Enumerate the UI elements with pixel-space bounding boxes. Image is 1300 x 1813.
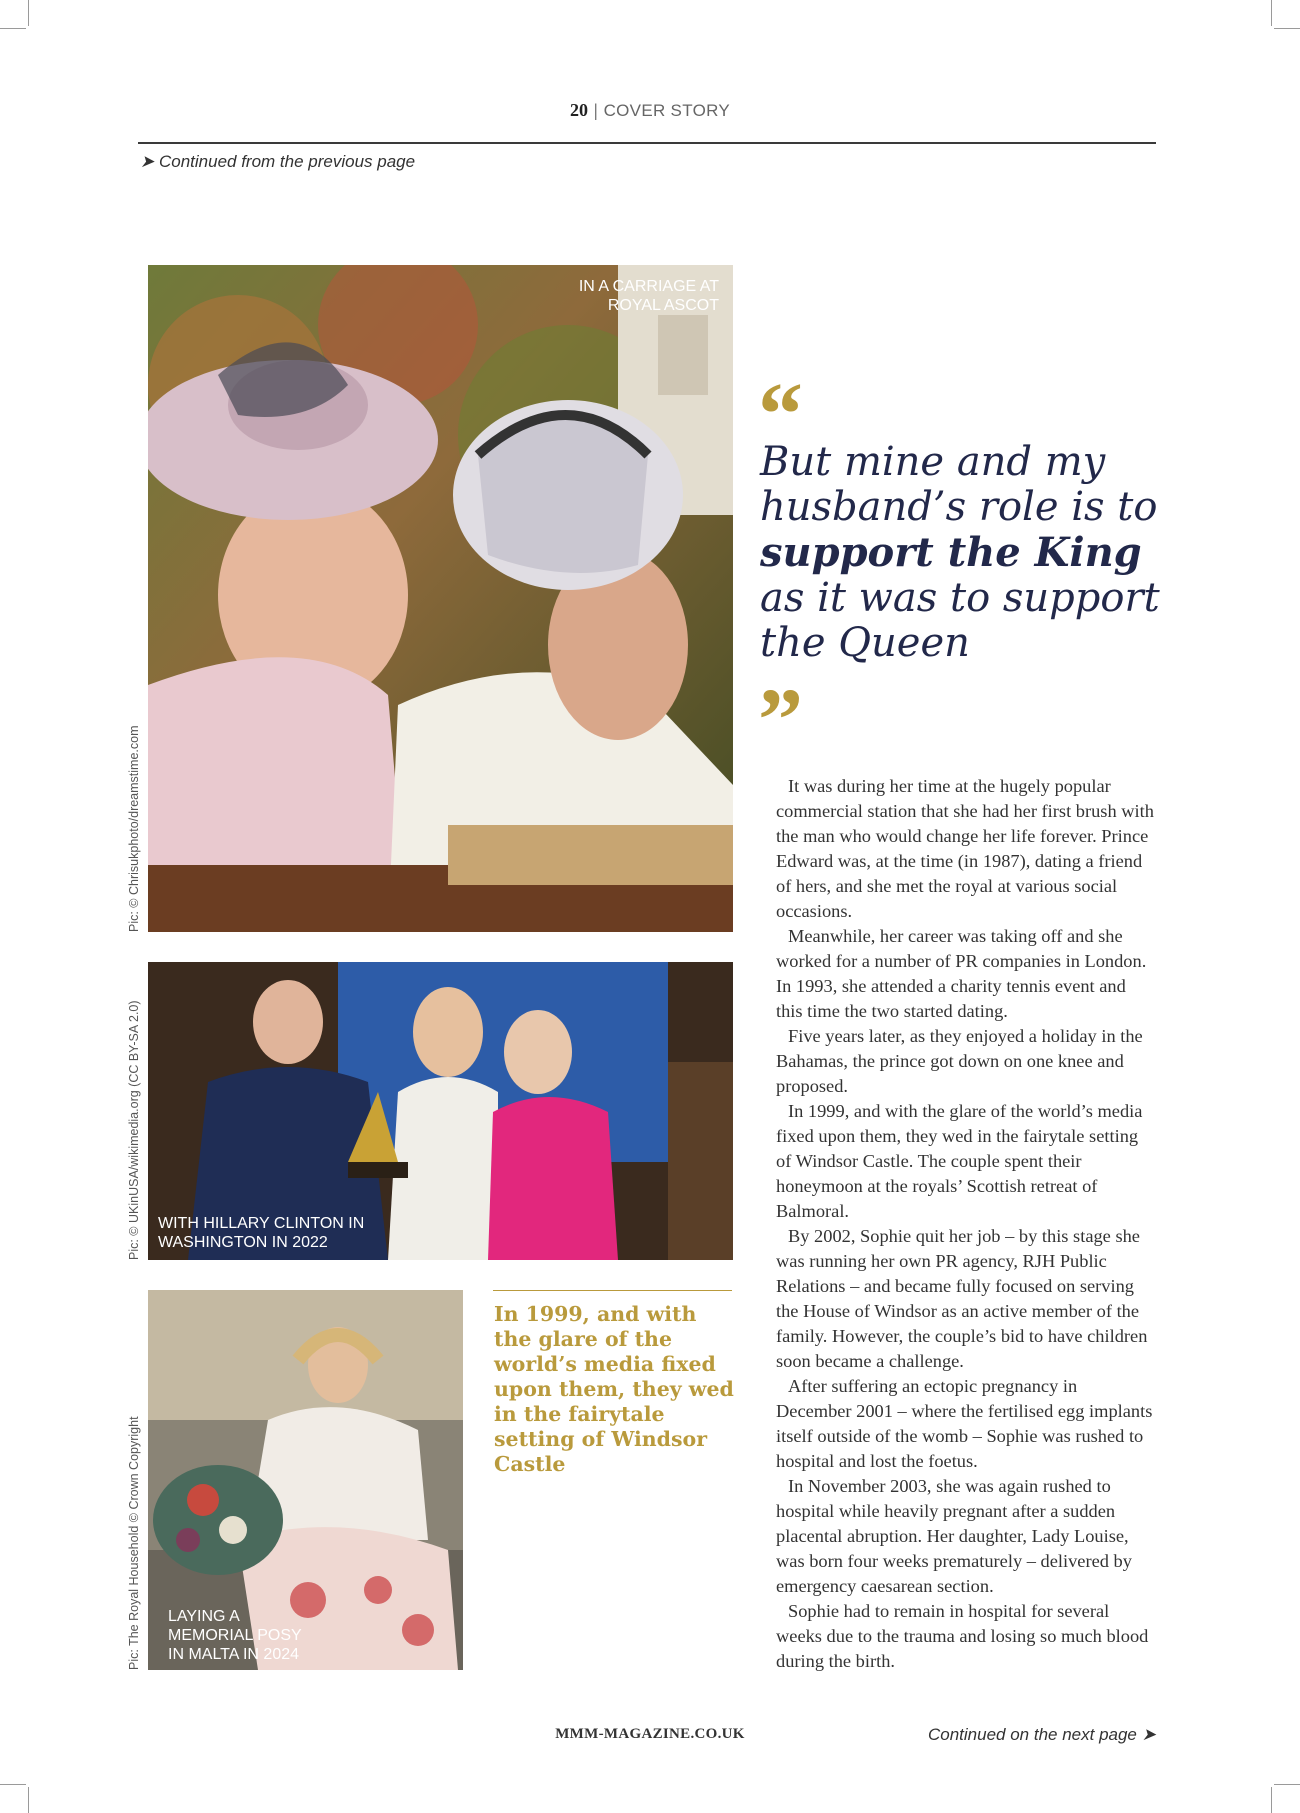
photo-credit-ascot: Pic: © Chrisukphoto/dreamstime.com [127,725,141,932]
caption-line: IN A CARRIAGE AT [578,278,719,295]
header-rule [138,142,1156,144]
footer-site[interactable]: MMM-MAGAZINE.CO.UK [555,1726,745,1742]
caption-line: WITH HILLARY CLINTON IN [158,1215,365,1232]
caption-line: IN MALTA IN 2024 [168,1646,300,1663]
body-paragraph: Five years later, as they enjoyed a holiday in the Bahamas, the prince got down on one knee and proposed. [776,1026,1143,1096]
crop-mark [1274,28,1300,29]
photo-credit-malta: Pic: The Royal Household © Crown Copyright [127,1416,141,1670]
photo-credit-clinton: Pic: © UKinUSA/wikimedia.org (CC BY-SA 2.0) [127,1000,141,1260]
continued-next-link[interactable]: Continued on the next page ➤ [928,1725,1156,1744]
page-number: 20 [569,100,588,120]
crop-mark [1271,0,1272,26]
crop-mark [0,1784,26,1785]
caption-line: MEMORIAL POSY [168,1627,302,1644]
photo-hillary-clinton [148,962,733,1260]
caption-malta [168,1607,302,1664]
body-paragraph: In 1999, and with the glare of the world’s media fixed upon them, they wed in the fairytale setting of Windsor Castle. The couple spent their honeymoon at the royals’ Scottish retreat of Balmoral. [776,1101,1143,1221]
crop-mark [1274,1784,1300,1785]
crop-mark [28,0,29,26]
pull-quote-emphasis: support the King [760,529,1142,576]
crop-mark [28,1787,29,1813]
page-header [0,100,1300,121]
caption-hillary-clinton [158,1214,364,1252]
side-quote: In 1999, and with the glare of the world’s media fixed upon them, they wed in the fairytale setting of Windsor Castle [494,1302,734,1476]
body-paragraph: It was during her time at the hugely popular commercial station that she had her first brush with the man who would change her life forever. Prince Edward was, at the time (in 1987), dating a friend of hers, and she met the royal at various social occasions. [776,776,1154,921]
pull-quote-part2: as it was to support the Queen [760,575,1160,666]
crop-mark [1271,1787,1272,1813]
caption-line: ROYAL ASCOT [607,297,719,314]
pull-quote-part1: But mine and my husband’s role is to [760,439,1158,530]
open-quote-mark: “ [758,365,803,464]
caption-royal-ascot [579,277,719,315]
close-quote-mark: ” [758,671,803,770]
caption-line: LAYING A [168,1608,240,1625]
photo-malta [148,1290,463,1670]
section-title: COVER STORY [603,101,731,120]
body-paragraph: After suffering an ectopic pregnancy in December 2001 – where the fertilised egg implants itself outside of the womb – Sophie was rushed to hospital and lost the foetus. [776,1376,1153,1471]
photo-royal-ascot [148,265,733,932]
caption-line: WASHINGTON IN 2022 [158,1234,328,1251]
article-body [776,774,1154,1674]
crop-mark [0,28,26,29]
body-paragraph: By 2002, Sophie quit her job – by this stage she was running her own PR agency, RJH Public Relations – and became fully focused on serving the House of Windsor as an active member of the family. However, the couple’s bid to have children soon became a challenge. [776,1226,1148,1371]
body-paragraph: Meanwhile, her career was taking off and she worked for a number of PR companies in London. In 1993, she attended a charity tennis event and this time the two started dating. [776,926,1147,1021]
header-separator: | [593,100,598,120]
pull-quote [760,440,1160,666]
body-paragraph: In November 2003, she was again rushed to hospital while heavily pregnant after a sudden placental abruption. Her daughter, Lady Louise, was born four weeks prematurely – delivered by emergency caesarean section. [776,1476,1132,1596]
continued-from-link[interactable]: ➤ Continued from the previous page [140,152,416,171]
body-paragraph: Sophie had to remain in hospital for several weeks due to the trauma and losing so much blood during the birth. [776,1601,1149,1671]
side-quote-rule [493,1290,732,1291]
